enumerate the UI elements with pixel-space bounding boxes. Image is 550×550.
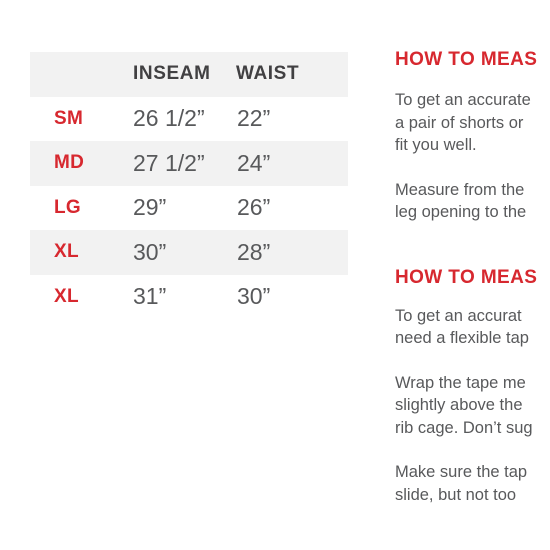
instruction-line: To get an accurate — [395, 91, 531, 109]
inseam-value: 29” — [133, 194, 167, 221]
table-row — [30, 186, 348, 231]
size-table — [30, 52, 348, 319]
table-row — [30, 230, 348, 275]
instruction-line: need a flexible tap — [395, 329, 529, 347]
size-label: LG — [54, 196, 81, 218]
size-label: XL — [54, 285, 79, 307]
instruction-line: a pair of shorts or — [395, 113, 524, 132]
table-row — [30, 97, 348, 142]
instruction-line: Make sure the tap — [395, 463, 528, 481]
instruction-line: slide, but not too — [395, 485, 517, 504]
instruction-line: fit you well. — [395, 136, 477, 154]
table-row — [30, 275, 348, 320]
instruction-line: rib cage. Don’t sug — [395, 418, 533, 437]
waist-value: 26” — [237, 194, 271, 221]
inseam-value: 30” — [133, 238, 167, 265]
size-label: MD — [54, 152, 85, 174]
waist-value: 30” — [237, 283, 271, 310]
instruction-paragraph — [395, 305, 550, 350]
instruction-paragraph — [395, 461, 550, 506]
size-label: XL — [54, 241, 79, 263]
inseam-value: 27 1/2” — [133, 149, 205, 176]
instruction-line: Measure from the — [395, 180, 525, 199]
instruction-line: To get an accurat — [395, 306, 522, 325]
instruction-line: slightly above the — [395, 396, 523, 414]
header-waist: WAIST — [236, 63, 300, 85]
waist-value: 28” — [237, 238, 271, 265]
instruction-paragraph — [395, 179, 550, 224]
waist-value: 22” — [237, 105, 271, 132]
table-header-row — [30, 52, 348, 97]
instruction-line: leg opening to the — [395, 203, 527, 221]
instruction-paragraph — [395, 89, 550, 157]
header-inseam: INSEAM — [133, 63, 211, 85]
waist-value: 24” — [237, 149, 271, 176]
instruction-line: Wrap the tape me — [395, 373, 526, 392]
instruction-paragraph — [395, 372, 550, 440]
section-heading-waist: HOW TO MEAS — [395, 266, 538, 288]
table-row — [30, 141, 348, 186]
inseam-value: 31” — [133, 283, 167, 310]
inseam-value: 26 1/2” — [133, 105, 205, 132]
measuring-instructions — [395, 48, 550, 506]
size-label: SM — [54, 107, 84, 129]
section-heading-inseam: HOW TO MEAS — [395, 49, 538, 70]
